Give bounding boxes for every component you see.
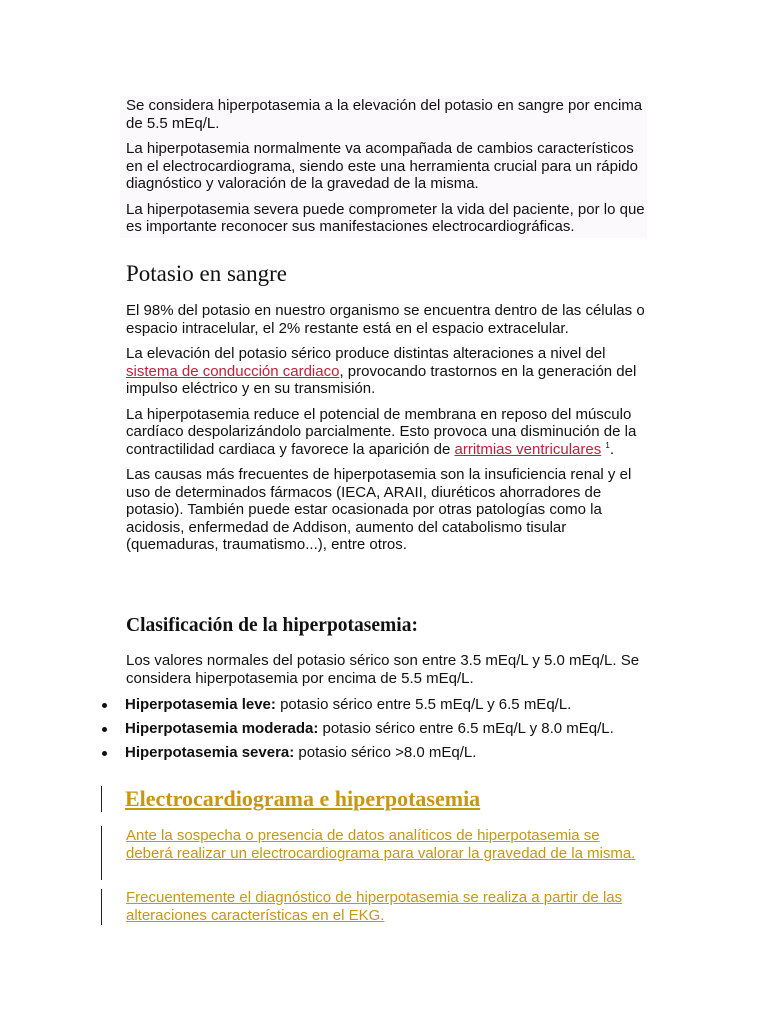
- intro-paragraph-1: Se considera hiperpotasemia a la elevación del potasio en sangre por encima de 5.5 mEq/L.: [126, 97, 643, 132]
- link-sistema-conduccion[interactable]: sistema de conducción cardiaco: [126, 362, 340, 380]
- intro-paragraph-3: La hiperpotasemia severa puede comprometer la vida del paciente, por lo que es importante reconocer sus manifestaciones electrocardiográficas.: [126, 200, 645, 235]
- list-item-text: potasio sérico >8.0 mEq/L.: [294, 744, 477, 761]
- potasio-section: [126, 261, 646, 287]
- intro-paragraph-2: La hiperpotasemia normalmente va acompañada de cambios característicos en el electrocardiograma, siendo este una herramienta crucial para un rápido diagnóstico y valoración de la gravedad de la misma.: [126, 140, 638, 192]
- reference-marker[interactable]: 1: [605, 440, 610, 450]
- list-item-text: potasio sérico entre 5.5 mEq/L y 6.5 mEq/L.: [275, 696, 572, 713]
- potasio-paragraph-3: [126, 406, 646, 459]
- intro-box: [120, 96, 647, 238]
- bullet-icon: [102, 727, 107, 732]
- clasificacion-body: [126, 652, 646, 695]
- ecg-paragraph-1[interactable]: Ante la sospecha o presencia de datos analíticos de hiperpotasemia se deberá realizar un electrocardiograma para valorar la gravedad de la misma.: [126, 827, 636, 862]
- list-item: [100, 744, 660, 762]
- potasio-p3-text-before: La hiperpotasemia reduce el potencial de membrana en reposo del músculo cardíaco despolarizándolo parcialmente. Esto provoca una disminución de la contractilidad cardiaca y favorece la aparición de: [126, 405, 637, 458]
- bullet-icon: [102, 703, 107, 708]
- section-heading-ecg[interactable]: Electrocardiograma e hiperpotasemia: [125, 786, 481, 811]
- list-item: [100, 696, 660, 714]
- link-arritmias-ventriculares[interactable]: arritmias ventriculares: [454, 440, 602, 458]
- clasificacion-section: [126, 615, 646, 637]
- clasificacion-intro: Los valores normales del potasio sérico son entre 3.5 mEq/L y 5.0 mEq/L. Se considera hiperpotasemia por encima de 5.5 mEq/L.: [126, 652, 640, 687]
- bullet-icon: [102, 751, 107, 756]
- potasio-paragraph-4: Las causas más frecuentes de hiperpotasemia son la insuficiencia renal y el uso de determinados fármacos (IECA, ARAII, diuréticos ahorradores de potasio). También puede estar ocasionada por otras patologías como la acidosis, enfermedad de Addison, aumento del catabolismo tisular (quemaduras, traumatismo...), entre otros.: [126, 466, 632, 553]
- clasificacion-list: [100, 696, 660, 768]
- margin-bar: [101, 786, 102, 812]
- section-heading-clasificacion: Clasificación de la hiperpotasemia:: [126, 615, 418, 636]
- ecg-paragraph-2[interactable]: Frecuentemente el diagnóstico de hiperpotasemia se realiza a partir de las alteraciones características en el EKG.: [126, 889, 623, 924]
- potasio-p2-text-after: , provocando trastornos en la generación del impulso eléctrico y en su transmisión.: [126, 362, 637, 397]
- potasio-p3-text-after: .: [609, 440, 615, 458]
- margin-bar: [101, 889, 102, 925]
- list-item-label: Hiperpotasemia moderada:: [125, 720, 319, 737]
- potasio-body: [126, 302, 646, 562]
- potasio-paragraph-2: [126, 345, 646, 398]
- potasio-p2-text-before: La elevación del potasio sérico produce distintas alteraciones a nivel del: [126, 345, 606, 362]
- list-item: [100, 720, 660, 738]
- margin-bar: [101, 826, 102, 880]
- list-item-text: potasio sérico entre 6.5 mEq/L y 8.0 mEq/L.: [318, 720, 614, 737]
- list-item-label: Hiperpotasemia severa:: [125, 744, 295, 761]
- list-item-label: Hiperpotasemia leve:: [125, 696, 276, 713]
- section-heading-potasio: Potasio en sangre: [126, 261, 287, 286]
- potasio-paragraph-1: El 98% del potasio en nuestro organismo se encuentra dentro de las células o espacio intracelular, el 2% restante está en el espacio extracelular.: [126, 302, 645, 337]
